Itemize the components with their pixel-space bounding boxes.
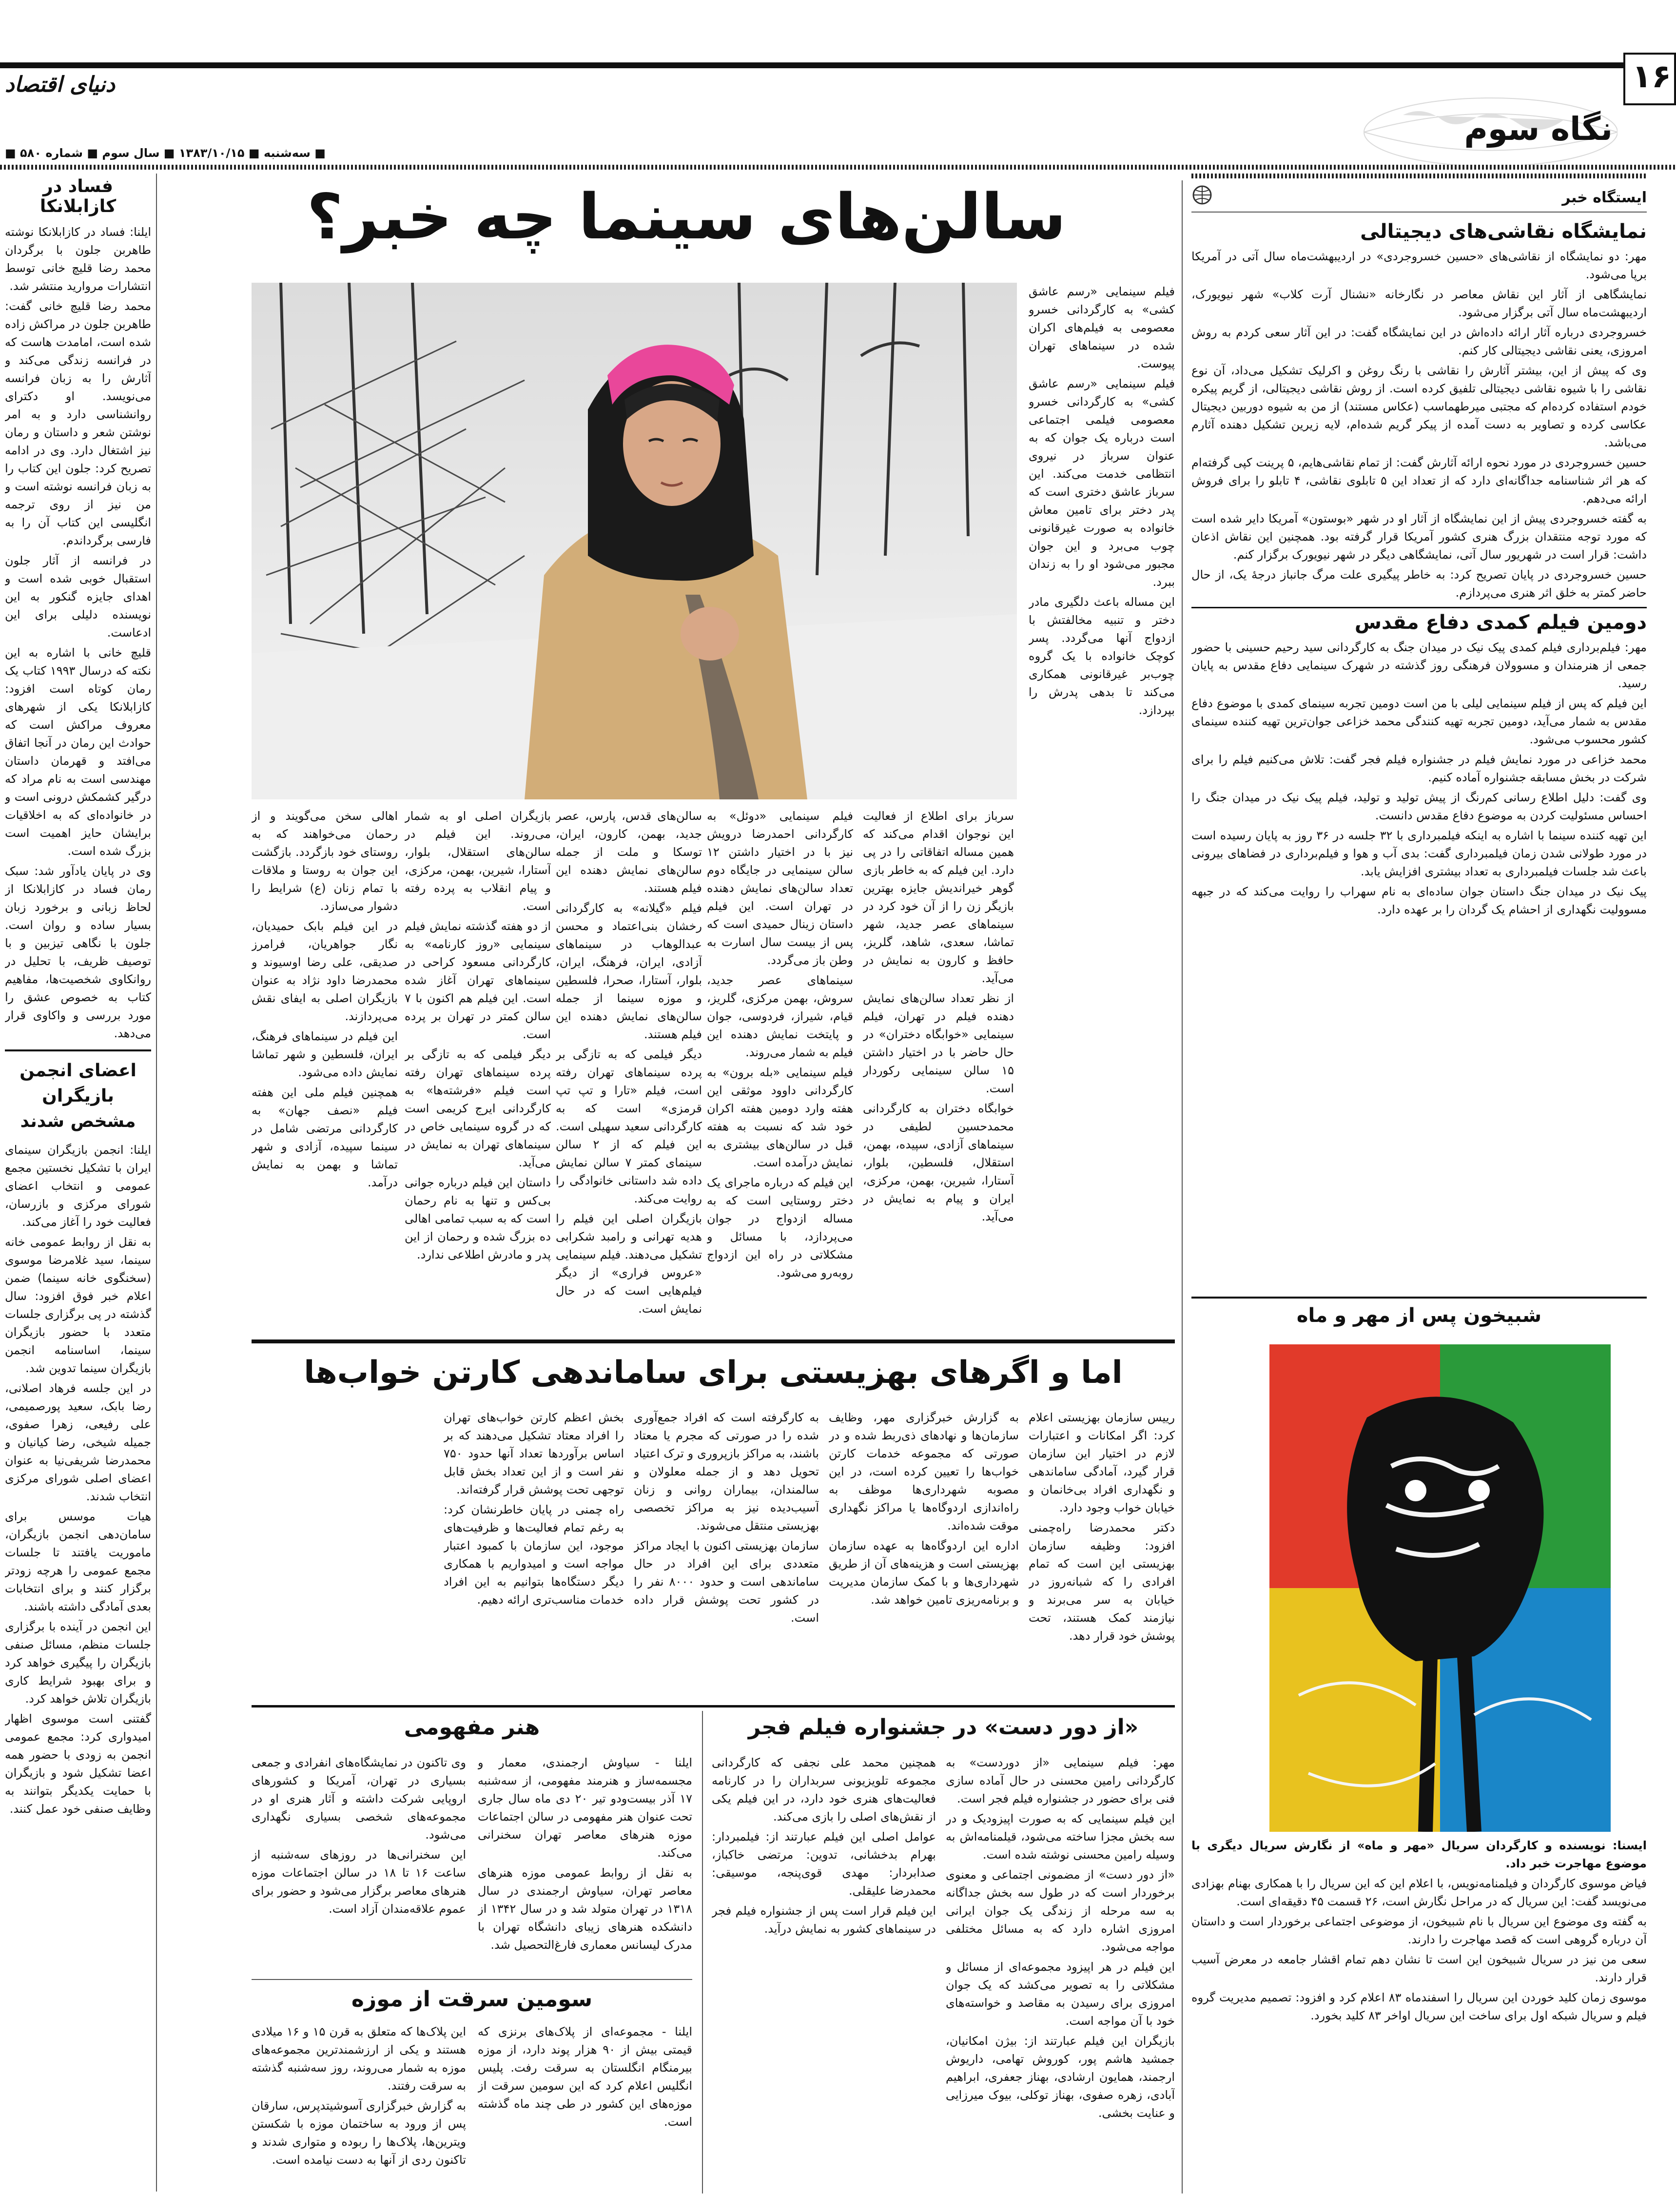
article-paragraph: این فیلم قرار است پس از جشنواره فیلم فجر در سینماهای کشور به نمایش درآید.	[712, 1904, 936, 1936]
article-paragraph: فیلم سینمایی «بله برون» به کارگردانی داوود موثقی این هفته وارد دومین هفته اکران خود شد که نسبت به هفته قبل در سالن‌های بیشتری به نمایش درآمده است.	[707, 1066, 853, 1169]
strip-col-3	[634, 1409, 819, 1701]
brand-logo: دنیای اقتصاد	[5, 72, 115, 97]
article-paragraph: «از دور دست» از مضمونی اجتماعی و معنوی برخوردار است که در طول سه بخش جداگانه به سه مرحله از زندگی یک جوان ایرانی امروزی اشاره دارد که به مسائل مختلفی مواجه می‌شود.	[946, 1868, 1175, 1954]
paragraph: ایلنا: انجمن بازیگران سینمای ایران با تشکیل نخستین مجمع عمومی و انتخاب اعضای شورای مرکزی و بازرسان، فعالیت خود را آغاز می‌کند.	[5, 1143, 151, 1229]
article-paragraph: همچنین فیلم ملی این هفته فیلم «نصف جهان» به کارگردانی مرتضی شامل در سینما سپیده، آزادی و شهر تماشا و بهمن به نمایش درآمد.	[252, 1086, 398, 1189]
article-paragraph: دیگر فیلمی که به تازگی بر پرده سینماهای تهران رفته است، فیلم «تارا و تپ تپ قرمزی» است که به کارگردانی سعید سهیلی است. این فیلم که از ۲ سالن سینمای کمتر ۷ سالن نمایش داده شد داستانی خانوادگی را روایت می‌کند.	[556, 1048, 702, 1205]
art-col-1	[478, 1754, 692, 1973]
main-headline: سالن‌های سینما چه خبر؟	[307, 181, 1066, 253]
item-divider-2	[1191, 1297, 1647, 1299]
right-col-rule	[1182, 180, 1183, 2193]
item3-title: شبیخون پس از مهر و ماه	[1296, 1304, 1542, 1327]
globe-small-icon	[1191, 184, 1213, 208]
paragraph: پیک نیک در میدان جنگ داستان جوان ساده‌ای به نام سهراب را روایت می‌کند که در جبهه مسوولیت نگهداری از احشام یک گردان را بر عهده دارد.	[1191, 885, 1647, 916]
museum-rule	[252, 1979, 692, 1980]
right-header-stripe	[1191, 174, 1647, 178]
right-column-top	[1191, 217, 1647, 1290]
paragraph: محمد رضا قلیچ خانی گفت: طاهربن جلون در مراکش زاده شده است، امامدت هاست که در فرانسه زندگی می‌کند و آثارش را به زبان فرانسه می‌نویسد. او دکترای روانشناسی دارد و به امر نوشتن شعر و داستان و رمان نیز اشتغال دارد. وی در ادامه تصریح کرد: جلون این کتاب را به زبان فرانسه نوشته است و من نیز از روی ترجمه انگلیسی این کتاب آن را به فارسی برگرداندم.	[5, 299, 151, 547]
paragraph: خسروجردی درباره آثار ارائه داده‌اش در این نمایشگاه گفت: در این آثار سعی کردم به روش امروزی، یعنی نقاشی دیجیتالی کار کنم.	[1191, 326, 1647, 357]
paragraph: به نقل از روابط عمومی خانه سینما، سید غلامرضا موسوی (سخنگوی خانه سینما) ضمن اعلام خبر فوق افزود: سال گذشته در پی برگزاری جلسات متعدد با حضور بازیگران سینما، اساسنامه انجمن بازیگران سینما تدوین شد.	[5, 1235, 151, 1375]
paragraph: به گفته وی موضوع این سریال با نام شبیخون، از موضوعی اجتماعی برخوردار است و داستان آن درباره گروهی است که قصد مهاجرت را دارند.	[1191, 1915, 1647, 1946]
strip-col-2	[829, 1409, 1019, 1701]
article-paragraph: همچنین محمد علی نجفی که کارگردانی مجموعه تلویزیونی سربداران را در کارنامه فعالیت‌های هنری خود دارد، در این فیلم یکی از نقش‌های اصلی را بازی می‌کند.	[712, 1756, 936, 1824]
main-article-col-3	[707, 807, 853, 1334]
main-article-col-6	[252, 807, 398, 1334]
article-paragraph: فیلم سینمایی «رسم عاشق کشی» به کارگردانی خسرو معصومی فیلمی اجتماعی است درباره یک جوان که به عنوان سرباز در نیروی انتظامی خدمت می‌کند. این سرباز عاشق دختری است که پدر دختر برای تامین معاش خانواده به صورت غیرقانونی چوب می‌برد و این جوان مجبور می‌شود او را به زندان ببرد.	[1029, 377, 1175, 589]
article-paragraph: به نقل از روابط عمومی موزه هنرهای معاصر تهران، سیاوش ارجمندی در سال ۱۳۱۸ در تهران متولد شد و در سال ۱۳۴۲ از دانشکده هنرهای زیبای دانشگاه تهران با مدرک لیسانس معماری فارغ‌التحصیل شد.	[478, 1866, 692, 1952]
article-paragraph: از دو هفته گذشته نمایش فیلم سینمایی «روز کارنامه» به کارگردانی مسعود کراحی در سینماهای تهران آغاز شده است. این فیلم هم اکنون با ۷ سالن کمتر در تهران بر پرده است.	[405, 919, 551, 1041]
left-text-1	[5, 223, 151, 1043]
bottom-col-rule	[702, 1711, 703, 2193]
item1-title: نمایشگاه نقاشی‌های دیجیتالی	[1360, 220, 1647, 243]
top-rule	[0, 62, 1676, 68]
strip-col-5	[252, 1409, 437, 1701]
article-paragraph: فیلم سینمایی «دوئل» به کارگردانی احمدرضا درویش نیز با در اختیار داشتن ۱۲ سالن سینمایی در جایگاه دوم تعداد سالن‌های نمایش دهنده در تهران است. این فیلم داستان زینال حمیدی است که پس از بیست سال اسارت به وطن باز می‌گردد.	[707, 809, 853, 967]
main-article-col-2	[863, 807, 1014, 1334]
section-title: نگاه سوم	[1464, 110, 1613, 148]
museum-col-2	[252, 2023, 466, 2193]
strip-rule-bottom	[252, 1705, 1175, 1708]
article-paragraph: این سخنرانی‌ها در روزهای سه‌شنبه از ساعت ۱۶ تا ۱۸ در سالن اجتماعات موزه هنرهای معاصر برگزار می‌شود و حضور برای عموم علاقه‌مندان آزاد است.	[252, 1848, 466, 1916]
museum-title: سومین سرقت از موزه	[351, 1987, 593, 2012]
article-paragraph: راه چمنی در پایان خاطرنشان کرد: به رغم تمام فعالیت‌ها و ظرفیت‌های موجود، این سازمان با کمبود اعتبار مواجه است و امیدواریم با همکاری دیگر دستگاه‌ها بتوانیم به این افراد خدمات مناسب‌تری ارائه دهیم.	[444, 1503, 624, 1607]
paragraph: مهر: دو نمایشگاه از نقاشی‌های «حسین خسروجردی» در اردیبهشت‌ماه سال آتی در آمریکا برپا می‌شود.	[1191, 250, 1647, 281]
paragraph: فیاض موسوی کارگردان و فیلمنامه‌نویس، با اعلام این که این سریال را با همکاری بهنام بهزادی می‌نویسد گفت: این سریال که در مراحل نگارش است، ۲۶ قسمت ۴۵ دقیقه‌ای است.	[1191, 1877, 1647, 1908]
article-paragraph: فیلم سینمایی «رسم عاشق کشی» به کارگردانی خسرو معصومی به فیلم‌های اکران شده در سینماهای تهران پیوست.	[1029, 285, 1175, 370]
paragraph: مهر: فیلم‌برداری فیلم کمدی پیک نیک در میدان جنگ به کارگردانی سید رحیم حسینی با حضور جمعی از هنرمندان و مسوولان فرهنگی روز گذشته در شهرک سینمایی دفاع مقدس به پایان رسید.	[1191, 640, 1647, 690]
left-title-2: اعضای انجمن بازیگران مشخص شدند	[19, 1061, 136, 1131]
article-paragraph: ایلنا - مجموعه‌ای از پلاک‌های برنزی که قیمتی بیش از ۹۰ هزار پوند دارد، از موزه بیرمنگام انگلستان به سرقت رفت. پلیس انگلیس اعلام کرد که این سومین سرقت از موزه‌های این کشور در طی چند ماه گذشته است.	[478, 2025, 692, 2129]
main-article-col-5	[405, 807, 551, 1334]
article-paragraph: رییس سازمان بهزیستی اعلام کرد: اگر امکانات و اعتبارات لازم در اختیار این سازمان قرار گیرد، آمادگی ساماندهی و نگهداری افراد بی‌خانمان و خیابان خواب وجود دارد.	[1029, 1411, 1175, 1514]
article-paragraph: سینماهای عصر جدید، سروش، بهمن مرکزی، گلریز، قیام، شیراز، فردوسی، جوان و پایتخت نمایش دهنده این فیلم به شمار می‌روند.	[707, 973, 853, 1059]
article-paragraph: بازیگران اصلی این فیلم را هدیه تهرانی و رامبد شکرابی تشکیل می‌دهند. فیلم سینمایی «عروس فراری» از دیگر فیلم‌هایی است که در حال نمایش است.	[556, 1212, 702, 1316]
article-paragraph: سازمان بهزیستی اکنون با ایجاد مراکز متعددی برای این افراد در حال ساماندهی است و حدود ۸۰۰۰ نفر را در کشور تحت پوشش قرار داده است.	[634, 1539, 819, 1625]
article-paragraph: این مساله باعث دلگیری مادر دختر و تنبیه مخالفتش با ازدواج آنها می‌گردد. پسر کوچک خانواده با یک گروه چوب‌بر غیرقانونی همکاری می‌کند تا بدهی پدرش را بپردازد.	[1029, 595, 1175, 717]
article-paragraph: به گزارش خبرگزاری مهر، وظایف سازمان‌ها و نهادهای ذی‌ربط شده و در صورتی که مجموعه خدمات کارتن خواب‌ها را تعیین کرده است، در این مصوبه شهرداری‌ها موظف به راه‌اندازی اردوگاه‌ها یا مراکز نگهداری موقت شده‌اند.	[829, 1411, 1019, 1533]
paragraph: حسین خسروجردی در مورد نحوه ارائه آثارش گفت: از تمام نقاشی‌هایم، ۵ پرینت کپی گرفته‌ام که هر اثر شناسنامه جداگانه‌ای دارد که از تعداد این ۵ تابلوی نقاشی، ۴ تابلو را برای فروش ارائه می‌دهم.	[1191, 456, 1647, 505]
dateline: ■ سه‌شنبه ■ ۱۳۸۳/۱۰/۱۵ ■ سال سوم ■ شماره ۵۸۰ ■	[5, 146, 326, 160]
fajr-col-1	[946, 1754, 1175, 2193]
paragraph: نمایشگاهی از آثار این نقاش معاصر در نگارخانه «نشنال آرت کلاب» شهر نیویورک، اردیبهشت‌ماه سال آتی برگزار می‌شود.	[1191, 288, 1647, 319]
item3-caption: ایسنا: نویسنده و کارگردان سریال «مهر و ماه» از نگارش سریال دیگری با موضوع مهاجرت خبر داد.	[1191, 1839, 1647, 1870]
poster-illustration	[1269, 1344, 1611, 1832]
article-paragraph: دکتر محمدرضا راه‌چمنی افزود: وظیفه سازمان بهزیستی این است که تمام افرادی را که شبانه‌روز در خیابان به سر می‌برند و نیازمند کمک هستند، تحت پوشش خود قرار دهد.	[1029, 1521, 1175, 1643]
left-column	[5, 174, 151, 2187]
left-text-2	[5, 1141, 151, 1818]
main-article-col-4	[556, 807, 702, 1334]
article-paragraph: این فیلم که درباره ماجرای یک دختر روستایی است که به مساله ازدواج در جوان می‌پردازد، با مسائل و مشکلاتی در راه این ازدواج روبه‌رو می‌شود.	[707, 1176, 853, 1280]
item2-title: دومین فیلم کمدی دفاع مقدس	[1354, 611, 1647, 634]
film-still-photo	[252, 283, 1017, 799]
paragraph: این فیلم که پس از فیلم سینمایی لیلی با من است دومین تجربه سینمای کمدی با موضوع دفاع مقدس به شمار می‌آید، دومین تجربه تهیه کنندگی محمد خزاعی جوان‌ترین تهیه کننده سینمای کشور محسوب می‌شود.	[1191, 697, 1647, 746]
article-paragraph: اهالی سخن می‌گویند و از رحمان می‌خواهند که به روستای خود بازگردد. بازگشت این جوان به روستا و ملاقات با تمام زنان (ع) شرایط را دشوار می‌سازد.	[252, 809, 398, 913]
page-number: ۱۶	[1632, 58, 1672, 95]
article-paragraph: وی تاکنون در نمایشگاه‌های انفرادی و جمعی بسیاری در تهران، آمریکا و کشورهای اروپایی شرکت داشته و آثار هنری او در مجموعه‌های شخصی بسیاری نگهداری می‌شود.	[252, 1756, 466, 1842]
article-paragraph: خوابگاه دختران به کارگردانی محمدحسین لطیفی در سینماهای آزادی، سپیده، بهمن، استقلال، فلسطین، بلوار، آستارا، شیرین، بهمن، مرکزی، ایران و پیام به نمایش در می‌آید.	[863, 1102, 1014, 1223]
article-paragraph: دیگر فیلمی که به تازگی بر پرده سینماهای تهران رفته است فیلم «فرشته‌ها» به کارگردانی ایرج کریمی است که در گروه سینمایی خاص در سینماهای تهران به نمایش در می‌آید.	[405, 1048, 551, 1169]
article-paragraph: به گزارش خبرگزاری آسوشیتدپرس، سارقان پس از ورود به ساختمان موزه با شکستن ویترین‌ها، پلاک‌ها را ربوده و متواری شدند و تاکنون ردی از آنها به دست نیامده است.	[252, 2099, 466, 2167]
paragraph: به گفته خسروجردی پیش از این نمایشگاه از آثار او در شهر «بوستون» آمریکا دایر شده است که مورد توجه منتقدان بزرگ هنری کشور آمریکا قرار گرفته بود. همچنین این نقاش اذعان داشت: قرار است در شهریور سال آتی، نمایشگاهی دیگر در شهر نیویورک برگزار کنم.	[1191, 512, 1647, 562]
item3-text	[1191, 1875, 1647, 2025]
article-paragraph: بخش اعظم کارتن خواب‌های تهران را افراد معتاد تشکیل می‌دهند که بر اساس برآوردها تعداد آنها حدود ۷۵۰ نفر است و از این تعداد بخش قابل توجهی تحت پوشش قرار گرفته‌اند.	[444, 1411, 624, 1496]
item2-text	[1191, 639, 1647, 919]
item1-text	[1191, 248, 1647, 602]
paragraph: موسوی زمان کلید خوردن این سریال را اسفندماه ۸۳ اعلام کرد و افزود: تصمیم مدیریت گروه فیلم و سریال شبکه اول برای ساخت این سریال اواخر ۸۳ کلید بخورد.	[1191, 1991, 1647, 2022]
item-divider-1	[1191, 607, 1647, 608]
article-paragraph: به کارگرفته است که افراد جمع‌آوری شده را در صورتی که مجرم یا معتاد باشند، به مراکز بازپروری و ترک اعتیاد تحویل دهد و از جمله معلولان و سالمندان، بیماران روانی و زنان آسیب‌دیده نیز به مراکز تخصصی بهزیستی منتقل می‌شوند.	[634, 1411, 819, 1533]
strip-rule-top	[252, 1339, 1175, 1343]
article-paragraph: این پلاک‌ها که متعلق به قرن ۱۵ و ۱۶ میلادی هستند و یکی از ارزشمندترین مجموعه‌های موزه به شمار می‌روند، روز سه‌شنبه گذشته به سرقت رفتند.	[252, 2025, 466, 2093]
article-paragraph: در این فیلم بابک حمیدیان، نگار جواهریان، فرامرز صدیقی، علی رضا اوسیوند و محمدرضا داود نژاد به عنوان بازیگران اصلی به ایفای نقش می‌پردازند.	[252, 919, 398, 1023]
article-paragraph: این فیلم سینمایی که به صورت اپیزودیک و در سه بخش مجزا ساخته می‌شود، قیلمنامه‌اش به وسیله رامین محسنی نوشته شده است.	[946, 1812, 1175, 1862]
left-title-1: فساد در کازابلانکا	[39, 176, 117, 216]
article-paragraph: از نظر تعداد سالن‌های نمایش دهنده فیلم در تهران، فیلم سینمایی «خوابگاه دختران» در حال حاضر با در اختیار داشتن ۱۵ سالن سینمایی رکوردار است.	[863, 991, 1014, 1095]
article-paragraph: ایلنا - سیاوش ارجمندی، معمار و مجسمه‌ساز و هنرمند مفهومی، از سه‌شنبه ۱۷ آذر بیست‌ودو تیر ۲۰ دی ماه سال جاری تحت عنوان هنر مفهومی در سالن اجتماعات موزه هنرهای معاصر تهران سخنرانی می‌کند.	[478, 1756, 692, 1860]
article-paragraph: مهر: فیلم سینمایی «از دوردست» به کارگردانی رامین محسنی در حال آماده سازی فنی برای حضور در جشنواره فیلم فجر است.	[946, 1756, 1175, 1805]
article-paragraph: بازیگران اصلی او به شمار می‌روند. این فیلم در سالن‌های استقلال، بلوار، آستارا، شیرین، بهمن، مرکزی، و پیام انقلاب به پرده رفته است.	[405, 809, 551, 913]
paragraph: سعی من نیز در سریال شبیخون این است تا نشان دهم تمام اقشار جامعه در معرض آسیب قرار دارند.	[1191, 1953, 1647, 1984]
right-header-rule	[1191, 212, 1647, 213]
left-divider	[5, 1049, 151, 1051]
article-paragraph: سرباز برای اطلاع از فعالیت این نوجوان اقدام می‌کند که همین مساله اتفاقاتی را در پی دارد. این فیلم که به خاطر بازی گوهر خیراندیش جایزه بهترین بازیگر زن را از آن خود کرد در سینماهای عصر جدید، شهر تماشا، سعدی، شاهد، گلریز، حافظ و کارون به نمایش در می‌آید.	[863, 809, 1014, 985]
art-title: هنر مفهومی	[404, 1715, 540, 1740]
article-paragraph: داستان این فیلم درباره جوانی بی‌کس و تنها به نام رحمان است که به سبب تمامی اهالی ده بزرگ شده و رحمان از این پدر و مادرش اطلاعی ندارد.	[405, 1176, 551, 1261]
paragraph: حسین خسروجردی در پایان تصریح کرد: به خاطر پیگیری علت مرگ جانباز درجهٔ یک، از حال حاضر کمتر به خلق اثر هنری می‌پردازم.	[1191, 568, 1647, 600]
header-stripe	[0, 165, 1676, 170]
paragraph: این انجمن در آینده با برگزاری جلسات منظم، مسائل صنفی بازیگران را پیگیری خواهد کرد و برای بهبود شرایط کاری بازیگران تلاش خواهد کرد.	[5, 1620, 151, 1706]
paragraph: وی که پیش از این، بیشتر آثارش را نقاشی با رنگ روغن و اکرلیک تشکیل می‌داد، آن نوع نقاشی را با شیوه نقاشی دیجیتالی تلفیق کرده است. از روش نقاشی دیجیتالی، از گریم پیکره خودم استفاده کرده‌ام که مجتبی میرطهماسب (عکاس مستند) از من به شیوه دوربین دیجیتال عکاسی کرده و تصاویر به دست آمده از پیکر گریم شده‌ام، لایه زیرین تشکیل دهنده آثارم می‌باشد.	[1191, 364, 1647, 449]
fajr-title: «از دور دست» در جشنواره فیلم فجر	[748, 1715, 1139, 1740]
article-paragraph: این فیلم در هر اپیزود مجموعه‌ای از مسائل و مشکلاتی را به تصویر می‌کشد که یک جوان امروزی برای رسیدن به مقاصد و خواسته‌های خود با آن مواجه است.	[946, 1960, 1175, 2028]
paragraph: این تهیه کننده سینما با اشاره به اینکه فیلمبرداری با ۳۲ جلسه در ۳۶ روز به پایان رسیده است در مورد طولانی شدن زمان فیلمبرداری گفت: بدی آب و هوا و فیلم‌برداری در فضاهای بیرونی باعث شد جلسات فیلمبرداری به تعداد بیشتری افزایش یابد.	[1191, 829, 1647, 878]
article-paragraph: این فیلم در سینماهای فرهنگ، ایران، فلسطین و شهر تماشا نمایش داده می‌شود.	[252, 1029, 398, 1079]
news-station-header: ایستگاه خبر	[1562, 189, 1647, 206]
paragraph: گفتنی است موسوی اظهار امیدواری کرد: مجمع عمومی انجمن به زودی با حضور همه اعضا تشکیل شود و بازیگران با حمایت یکدیگر بتوانند به وظایف صنفی خود عمل کنند.	[5, 1712, 151, 1816]
paragraph: در این جلسه فرهاد اصلانی، رضا بابک، سعید پورصمیمی، علی رفیعی، زهرا صفوی، جمیله شیخی، رضا کیانیان و محمدرضا شریفی‌نیا به عنوان اعضای اصلی شورای مرکزی انتخاب شدند.	[5, 1381, 151, 1503]
paragraph: ایلنا: فساد در کازابلانکا نوشته طاهربن جلون با برگردان محمد رضا قلیچ خانی توسط انتشارات مروارید منتشر شد.	[5, 225, 151, 293]
right-column-bottom	[1191, 1837, 1647, 2197]
paragraph: هیات موسس برای سامان‌دهی انجمن بازیگران، ماموریت یافتند تا جلسات مجمع عمومی را هرچه زودتر برگزار کنند و برای انتخابات بعدی آمادگی داشته باشند.	[5, 1510, 151, 1613]
strip-col-4	[444, 1409, 624, 1701]
strip-headline: اما و اگرهای بهزیستی برای ساماندهی کارتن خواب‌ها	[304, 1355, 1123, 1391]
article-paragraph: اداره این اردوگاه‌ها به عهده سازمان بهزیستی است و هزینه‌های آن از طریق شهرداری‌ها و با کمک سازمان مدیریت و برنامه‌ریزی تامین خواهد شد.	[829, 1539, 1019, 1607]
paragraph: در فرانسه از آثار جلون استقبال خوبی شده است و اهدای جایزه گنکور به این نویسنده دلیلی برای این ادعاست.	[5, 554, 151, 640]
main-article-col-1	[1029, 283, 1175, 804]
article-paragraph: بازیگران این فیلم عبارتند از: بیژن امکانیان، جمشید هاشم پور، کوروش تهامی، داریوش ارجمند، همایون ارشادی، بهناز جعفری، ابراهیم آبادی، زهره صفوی، بهناز توکلی، بیوک میرزایی و عنایت بخشی.	[946, 2034, 1175, 2120]
paragraph: محمد خزاعی در مورد نمایش فیلم در جشنواره فیلم فجر گفت: تلاش می‌کنیم فیلم را برای شرکت در بخش مسابقه جشنواره آماده کنیم.	[1191, 753, 1647, 784]
paragraph: قلیچ خانی با اشاره به این نکته که درسال ۱۹۹۳ کتاب یک رمان کوتاه است افزود: کازابلانکا یکی از شهرهای معروف مراکش است که حوادث این رمان در آنجا اتفاق می‌افتد و قهرمان داستان مهندسی است به نام مراد که درگیر کشمکش درونی است و در خانواده‌ای که به اخلاقیات برایشان حایز اهمیت است بزرگ شده است.	[5, 646, 151, 858]
article-paragraph: فیلم «گیلانه» به کارگردانی رخشان بنی‌اعتماد و محسن عبدالوهاب در سینماهای آزادی، ایران، فرهنگ، ایران، بلوار، آستارا، صحرا، فلسطین و موزه سینما از جمله سالن‌های نمایش دهنده این فیلم هستند.	[556, 901, 702, 1041]
paragraph: وی گفت: دلیل اطلاع رسانی کم‌رنگ از پیش تولید و تولید، فیلم پیک نیک در میدان جنگ را احساس مسئولیت کردن به موضوع دفاع مقدس دانست.	[1191, 791, 1647, 822]
art-col-2	[252, 1754, 466, 1973]
article-paragraph: سالن‌های قدس، پارس، عصر جدید، بهمن، کارون، ایران، توسکا و ملت از جمله سالن‌های نمایش دهنده این فیلم هستند.	[556, 809, 702, 895]
strip-col-1	[1029, 1409, 1175, 1701]
museum-col-1	[478, 2023, 692, 2193]
left-col-rule	[156, 174, 157, 2192]
fajr-col-2	[712, 1754, 936, 2193]
paragraph: وی در پایان یادآور شد: سبک رمان فساد در کازابلانکا از لحاظ زبانی و برخورد زبان بسیار ساده و روان است. جلون با نگاهی تیزبین و با توصیف ظریف، با تحلیل در روانکاوی شخصیت‌ها، مفاهیم کتاب به خصوص عشق را مورد بررسی و واکاوی قرار می‌دهد.	[5, 864, 151, 1040]
article-paragraph: عوامل اصلی این فیلم عبارتند از: فیلمبردار: بهرام بدخشانی، تدوین: مرتضی خاکباز، صدابردار: مهدی قوی‌پنجه، موسیقی: محمدرضا علیقلی.	[712, 1830, 936, 1898]
